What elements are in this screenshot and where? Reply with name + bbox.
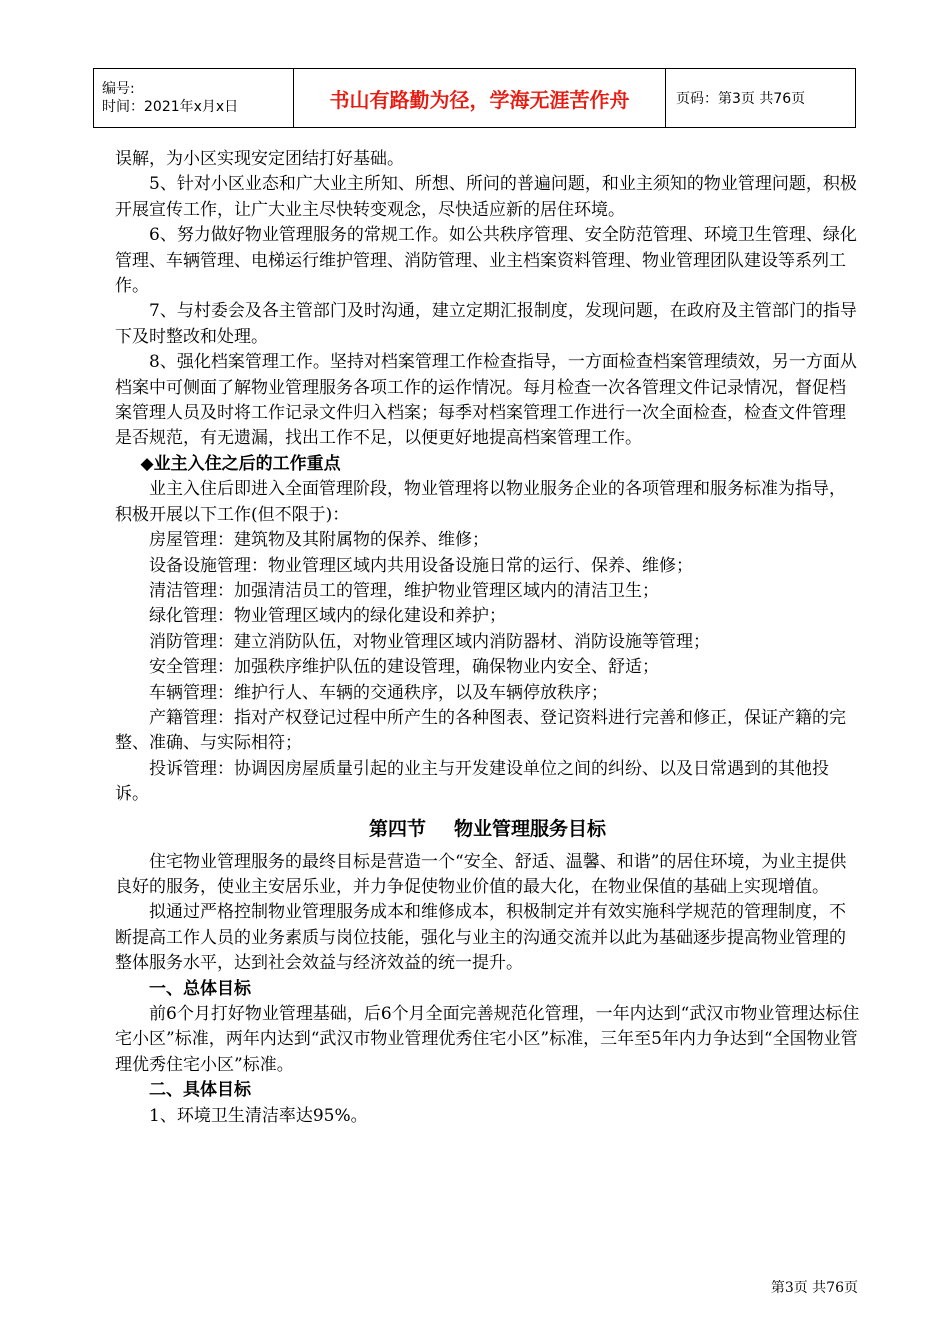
subheading: 二、具体目标 bbox=[149, 1080, 251, 1101]
document-body bbox=[115, 147, 860, 1129]
list-item: 安全管理：加强秩序维护队伍的建设管理，确保物业内安全、舒适； bbox=[149, 657, 659, 678]
list-item: 车辆管理：维护行人、车辆的交通秩序，以及车辆停放秩序； bbox=[149, 682, 608, 703]
paragraph: 5、针对小区业态和广大业主所知、所想、所问的普遍问题，和业主须知的物业管理问题，积极开展宣传工作，让广大业主尽快转变观念，尽快适应新的居住环境。 bbox=[115, 174, 857, 220]
list-item: 设备设施管理：物业管理区域内共用设备设施日常的运行、保养、维修； bbox=[149, 555, 693, 576]
section-title bbox=[115, 815, 860, 843]
doc-number-label: 编号: bbox=[102, 81, 135, 97]
header-page-number: 页码：第3页 共76页 bbox=[676, 91, 806, 107]
header-meta bbox=[94, 69, 294, 127]
paragraph: 6、努力做好物业管理服务的常规工作。如公共秩序管理、安全防范管理、环境卫生管理、绿化管理、车辆管理、电梯运行维护管理、消防管理、业主档案资料管理、物业管理团队建设等系列工作。 bbox=[115, 225, 857, 297]
list-item: 房屋管理：建筑物及其附属物的保养、维修； bbox=[149, 530, 489, 551]
list-item: 清洁管理：加强清洁员工的管理，维护物业管理区域内的清洁卫生； bbox=[149, 580, 659, 601]
paragraph: 1、环境卫生清洁率达95%。 bbox=[149, 1105, 368, 1126]
paragraph: 拟通过严格控制物业管理服务成本和维修成本，积极制定并有效实施科学规范的管理制度，不断提高工作人员的业务素质与岗位技能，强化与业主的沟通交流并以此为基础逐步提高物业管理的整体服务水平，达到社会效益与经济效益的统一提升。 bbox=[115, 902, 846, 974]
paragraph: 8、强化档案管理工作。坚持对档案管理工作检查指导，一方面检查档案管理绩效，另一方面从档案中可侧面了解物业管理服务各项工作的运作情况。每月检查一次各管理文件记录情况，督促档案管理人员及时将工作记录文件归入档案；每季对档案管理工作进行一次全面检查，检查文件管理是否规范，有无遗漏，找出工作不足，以便更好地提高档案管理工作。 bbox=[115, 352, 857, 449]
section-number: 第四节 bbox=[368, 817, 426, 840]
doc-time-label: 时间：2021年x月x日 bbox=[102, 99, 239, 115]
subheading: 一、总体目标 bbox=[149, 978, 251, 999]
paragraph: 前6个月打好物业管理基础，后6个月全面完善规范化管理，一年内达到“武汉市物业管理达标住宅小区”标准，两年内达到“武汉市物业管理优秀住宅小区”标准，三年至5年内力争达到“全国物业管理优秀住宅小区”标准。 bbox=[115, 1004, 860, 1075]
subheading: ◆业主入住之后的工作重点 bbox=[140, 453, 341, 474]
list-item: 投诉管理：协调因房屋质量引起的业主与开发建设单位之间的纠纷、以及日常遇到的其他投诉。 bbox=[115, 758, 829, 805]
list-item: 绿化管理：物业管理区域内的绿化建设和养护； bbox=[149, 606, 506, 627]
page-footer: 第3页 共76页 bbox=[770, 1280, 858, 1296]
list-item: 消防管理：建立消防队伍，对物业管理区域内消防器材、消防设施等管理； bbox=[149, 631, 710, 652]
list-item: 产籍管理：指对产权登记过程中所产生的各种图表、登记资料进行完善和修正，保证产籍的完整、准确、与实际相符； bbox=[115, 707, 846, 754]
page-header bbox=[93, 68, 856, 128]
paragraph: 7、与村委会及各主管部门及时沟通，建立定期汇报制度，发现问题，在政府及主管部门的指导下及时整改和处理。 bbox=[115, 301, 857, 347]
section-name: 物业管理服务目标 bbox=[454, 817, 607, 840]
header-motto: 书山有路勤为径，学海无涯苦作舟 bbox=[294, 69, 666, 127]
paragraph: 住宅物业管理服务的最终目标是营造一个“安全、舒适、温馨、和谐”的居住环境，为业主提供良好的服务，使业主安居乐业，并力争促使物业价值的最大化，在物业保值的基础上实现增值。 bbox=[115, 851, 847, 897]
paragraph: 误解，为小区实现安定团结打好基础。 bbox=[115, 149, 404, 169]
paragraph: 业主入住后即进入全面管理阶段，物业管理将以物业服务企业的各项管理和服务标准为指导，积极开展以下工作(但不限于)： bbox=[115, 479, 846, 525]
